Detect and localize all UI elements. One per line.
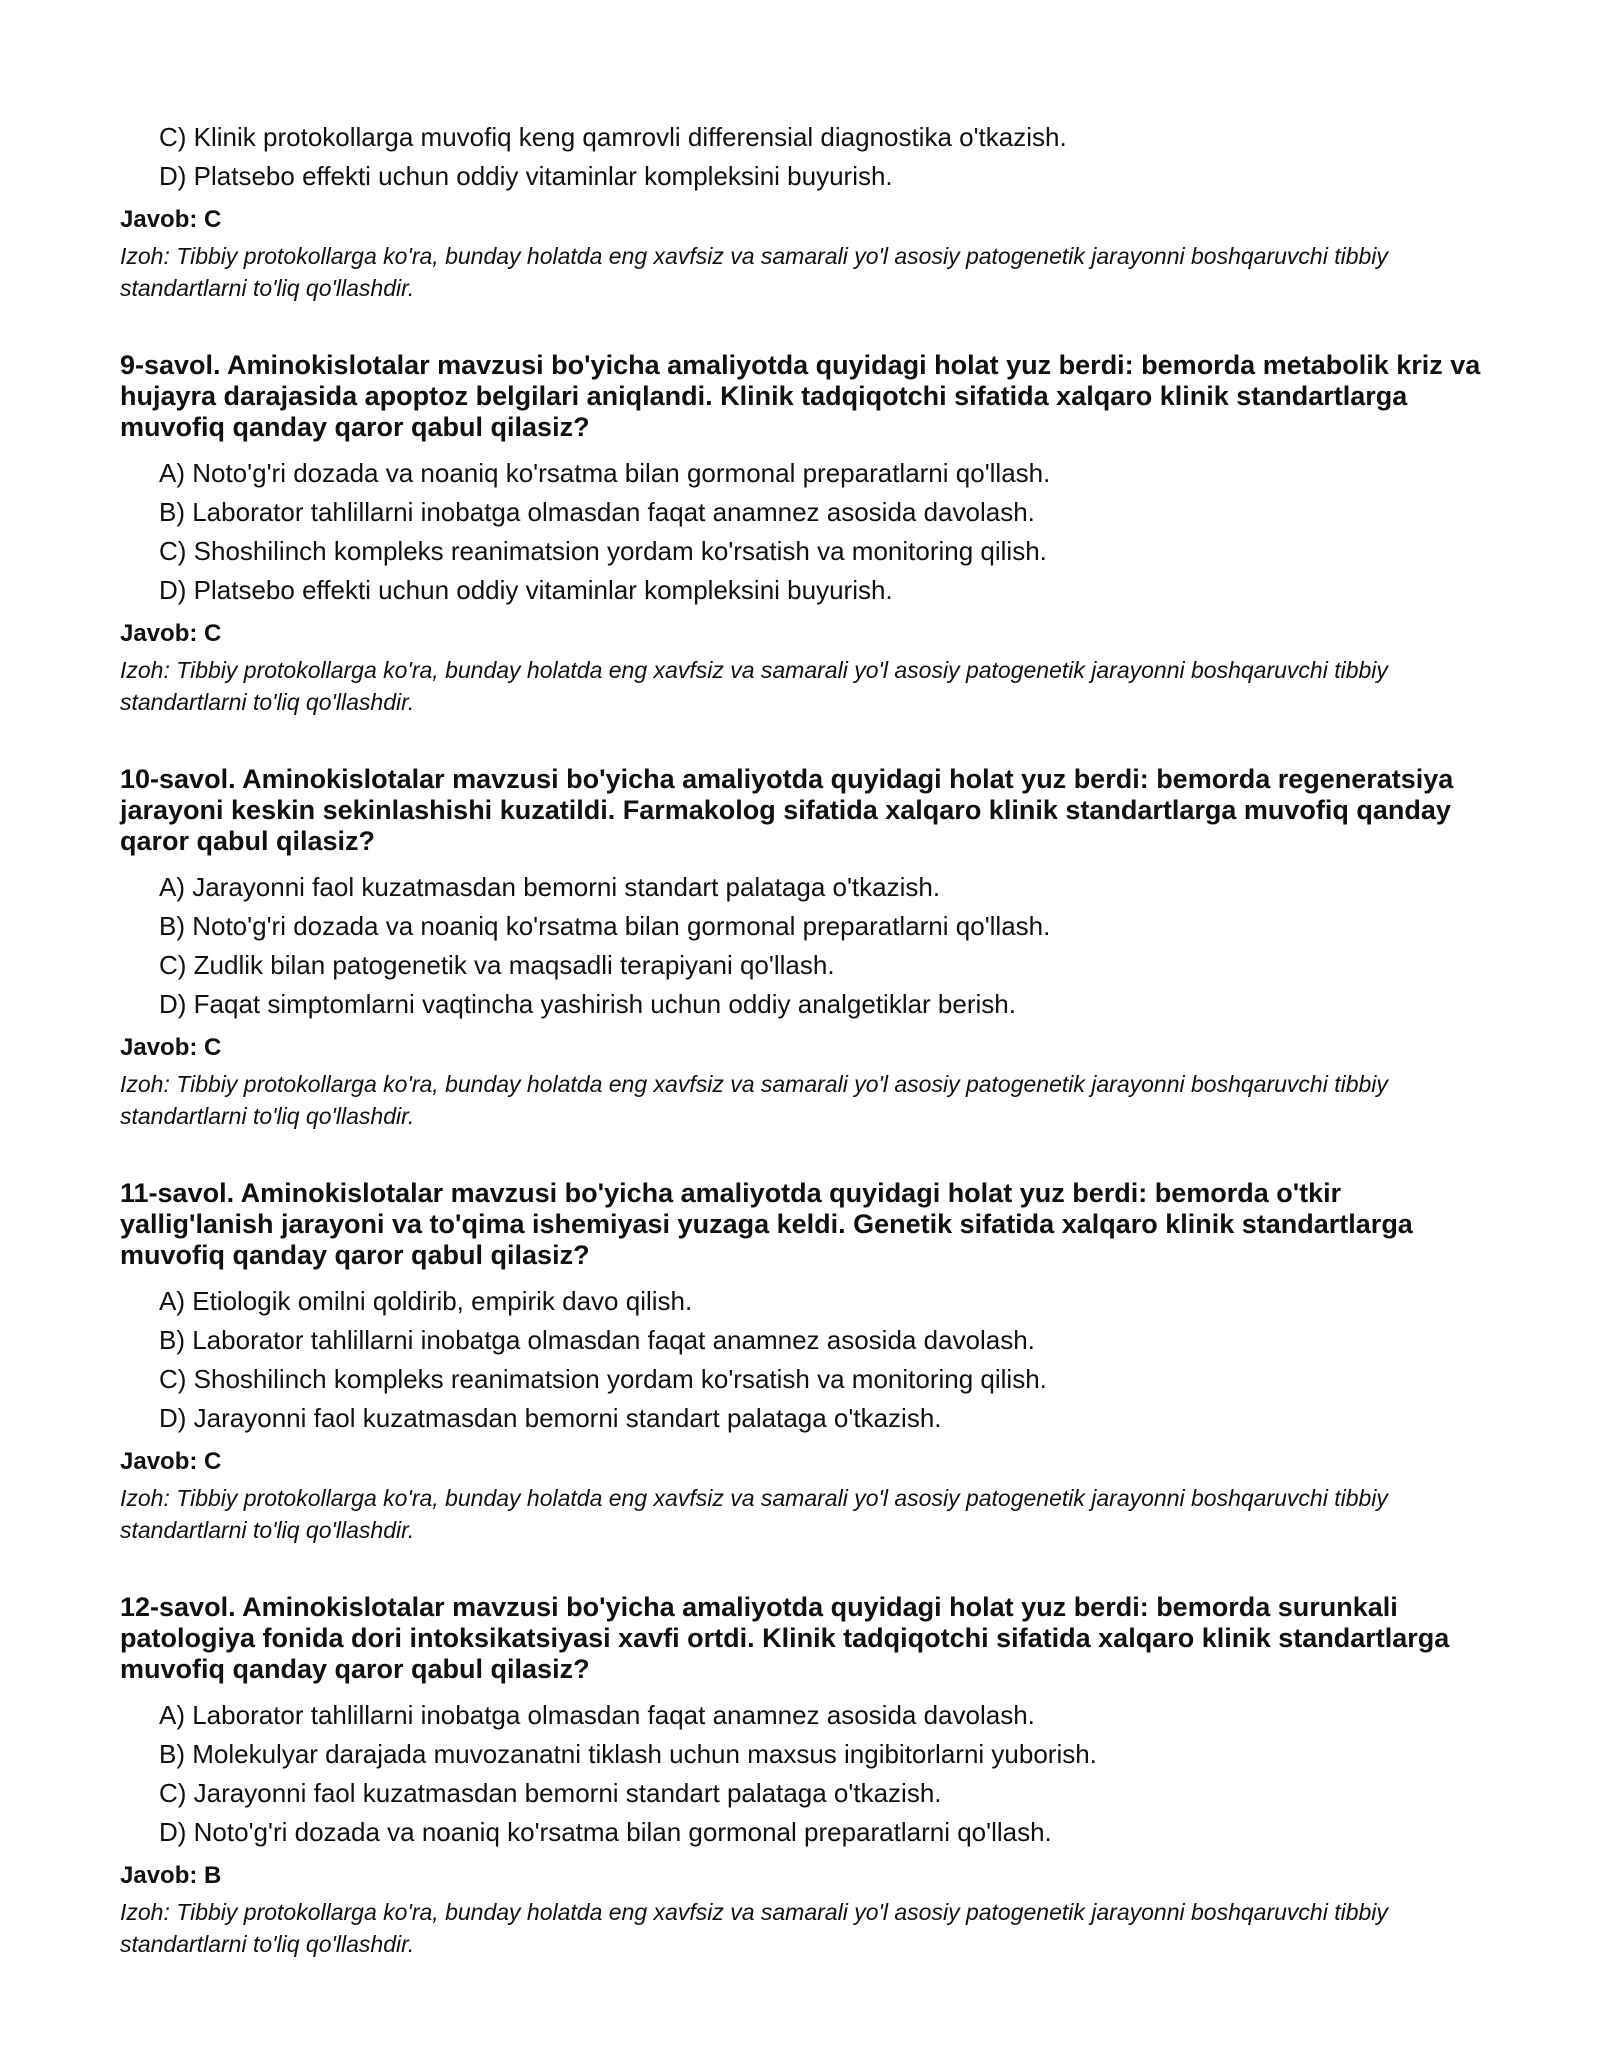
document-page xyxy=(120,118,1500,1960)
option-d: D) Jarayonni faol kuzatmasdan bemorni standart palataga o'tkazish. xyxy=(159,1403,942,1433)
option-b: B) Laborator tahlillarni inobatga olmasdan faqat anamnez asosida davolash. xyxy=(159,497,1035,527)
explanation: Izoh: Tibbiy protokollarga ko'ra, bunday holatda eng xavfsiz va samarali yo'l asosiy patogenetik jarayonni boshqaruvchi tibbiy standartlarni to'liq qo'llashdir. xyxy=(120,657,1388,715)
question-11 xyxy=(120,1178,1500,1546)
answer: Javob: B xyxy=(120,1862,222,1889)
answer: Javob: C xyxy=(120,1448,222,1475)
explanation: Izoh: Tibbiy protokollarga ko'ra, bunday holatda eng xavfsiz va samarali yo'l asosiy patogenetik jarayonni boshqaruvchi tibbiy standartlarni to'liq qo'llashdir. xyxy=(120,1485,1388,1543)
question-9 xyxy=(120,350,1500,718)
answer: Javob: C xyxy=(120,1034,222,1061)
options-list xyxy=(120,1282,1500,1438)
options-list xyxy=(120,1696,1500,1852)
question-8-tail xyxy=(120,118,1500,304)
question-12 xyxy=(120,1592,1500,1960)
option-d: D) Faqat simptomlarni vaqtincha yashirish uchun oddiy analgetiklar berish. xyxy=(159,989,1016,1019)
option-d: D) Platsebo effekti uchun oddiy vitaminlar kompleksini buyurish. xyxy=(159,575,893,605)
question-title: 11-savol. Aminokislotalar mavzusi bo'yicha amaliyotda quyidagi holat yuz berdi: bemorda o'tkir yallig'lanish jarayoni va to'qima ishemiyasi yuzaga keldi. Genetik sifatida xalqaro klinik standartlarga muvofiq qanday qaror qabul qilasiz? xyxy=(120,1178,1413,1270)
question-title: 9-savol. Aminokislotalar mavzusi bo'yicha amaliyotda quyidagi holat yuz berdi: bemorda metabolik kriz va hujayra darajasida apoptoz belgilari aniqlandi. Klinik tadqiqotchi sifatida xalqaro klinik standartlarga muvofiq qanday qaror qabul qilasiz? xyxy=(120,350,1481,442)
option-d: D) Platsebo effekti uchun oddiy vitaminlar kompleksini buyurish. xyxy=(159,161,893,191)
explanation: Izoh: Tibbiy protokollarga ko'ra, bunday holatda eng xavfsiz va samarali yo'l asosiy patogenetik jarayonni boshqaruvchi tibbiy standartlarni to'liq qo'llashdir. xyxy=(120,1899,1388,1957)
option-c: C) Shoshilinch kompleks reanimatsion yordam ko'rsatish va monitoring qilish. xyxy=(159,536,1047,566)
explanation: Izoh: Tibbiy protokollarga ko'ra, bunday holatda eng xavfsiz va samarali yo'l asosiy patogenetik jarayonni boshqaruvchi tibbiy standartlarni to'liq qo'llashdir. xyxy=(120,1071,1388,1129)
option-d: D) Noto'g'ri dozada va noaniq ko'rsatma bilan gormonal preparatlarni qo'llash. xyxy=(159,1817,1052,1847)
question-title: 12-savol. Aminokislotalar mavzusi bo'yicha amaliyotda quyidagi holat yuz berdi: bemorda surunkali patologiya fonida dori intoksikatsiyasi xavfi ortdi. Klinik tadqiqotchi sifatida xalqaro klinik standartlarga muvofiq qanday qaror qabul qilasiz? xyxy=(120,1592,1450,1684)
option-c: C) Jarayonni faol kuzatmasdan bemorni standart palataga o'tkazish. xyxy=(159,1778,942,1808)
option-a: A) Laborator tahlillarni inobatga olmasdan faqat anamnez asosida davolash. xyxy=(159,1700,1035,1730)
question-title: 10-savol. Aminokislotalar mavzusi bo'yicha amaliyotda quyidagi holat yuz berdi: bemorda regeneratsiya jarayoni keskin sekinlashishi kuzatildi. Farmakolog sifatida xalqaro klinik standartlarga muvofiq qanday qaror qabul qilasiz? xyxy=(120,764,1454,856)
options-list xyxy=(120,454,1500,610)
options-list xyxy=(120,118,1500,196)
option-b: B) Molekulyar darajada muvozanatni tiklash uchun maxsus ingibitorlarni yuborish. xyxy=(159,1739,1097,1769)
answer: Javob: C xyxy=(120,206,222,233)
option-a: A) Etiologik omilni qoldirib, empirik davo qilish. xyxy=(159,1286,693,1316)
option-b: B) Laborator tahlillarni inobatga olmasdan faqat anamnez asosida davolash. xyxy=(159,1325,1035,1355)
option-a: A) Noto'g'ri dozada va noaniq ko'rsatma bilan gormonal preparatlarni qo'llash. xyxy=(159,458,1051,488)
explanation: Izoh: Tibbiy protokollarga ko'ra, bunday holatda eng xavfsiz va samarali yo'l asosiy patogenetik jarayonni boshqaruvchi tibbiy standartlarni to'liq qo'llashdir. xyxy=(120,243,1388,301)
answer: Javob: C xyxy=(120,620,222,647)
option-a: A) Jarayonni faol kuzatmasdan bemorni standart palataga o'tkazish. xyxy=(159,872,941,902)
option-c: C) Shoshilinch kompleks reanimatsion yordam ko'rsatish va monitoring qilish. xyxy=(159,1364,1047,1394)
option-c: C) Zudlik bilan patogenetik va maqsadli terapiyani qo'llash. xyxy=(159,950,835,980)
option-b: B) Noto'g'ri dozada va noaniq ko'rsatma bilan gormonal preparatlarni qo'llash. xyxy=(159,911,1051,941)
option-c: C) Klinik protokollarga muvofiq keng qamrovli differensial diagnostika o'tkazish. xyxy=(159,122,1067,152)
options-list xyxy=(120,868,1500,1024)
question-10 xyxy=(120,764,1500,1132)
